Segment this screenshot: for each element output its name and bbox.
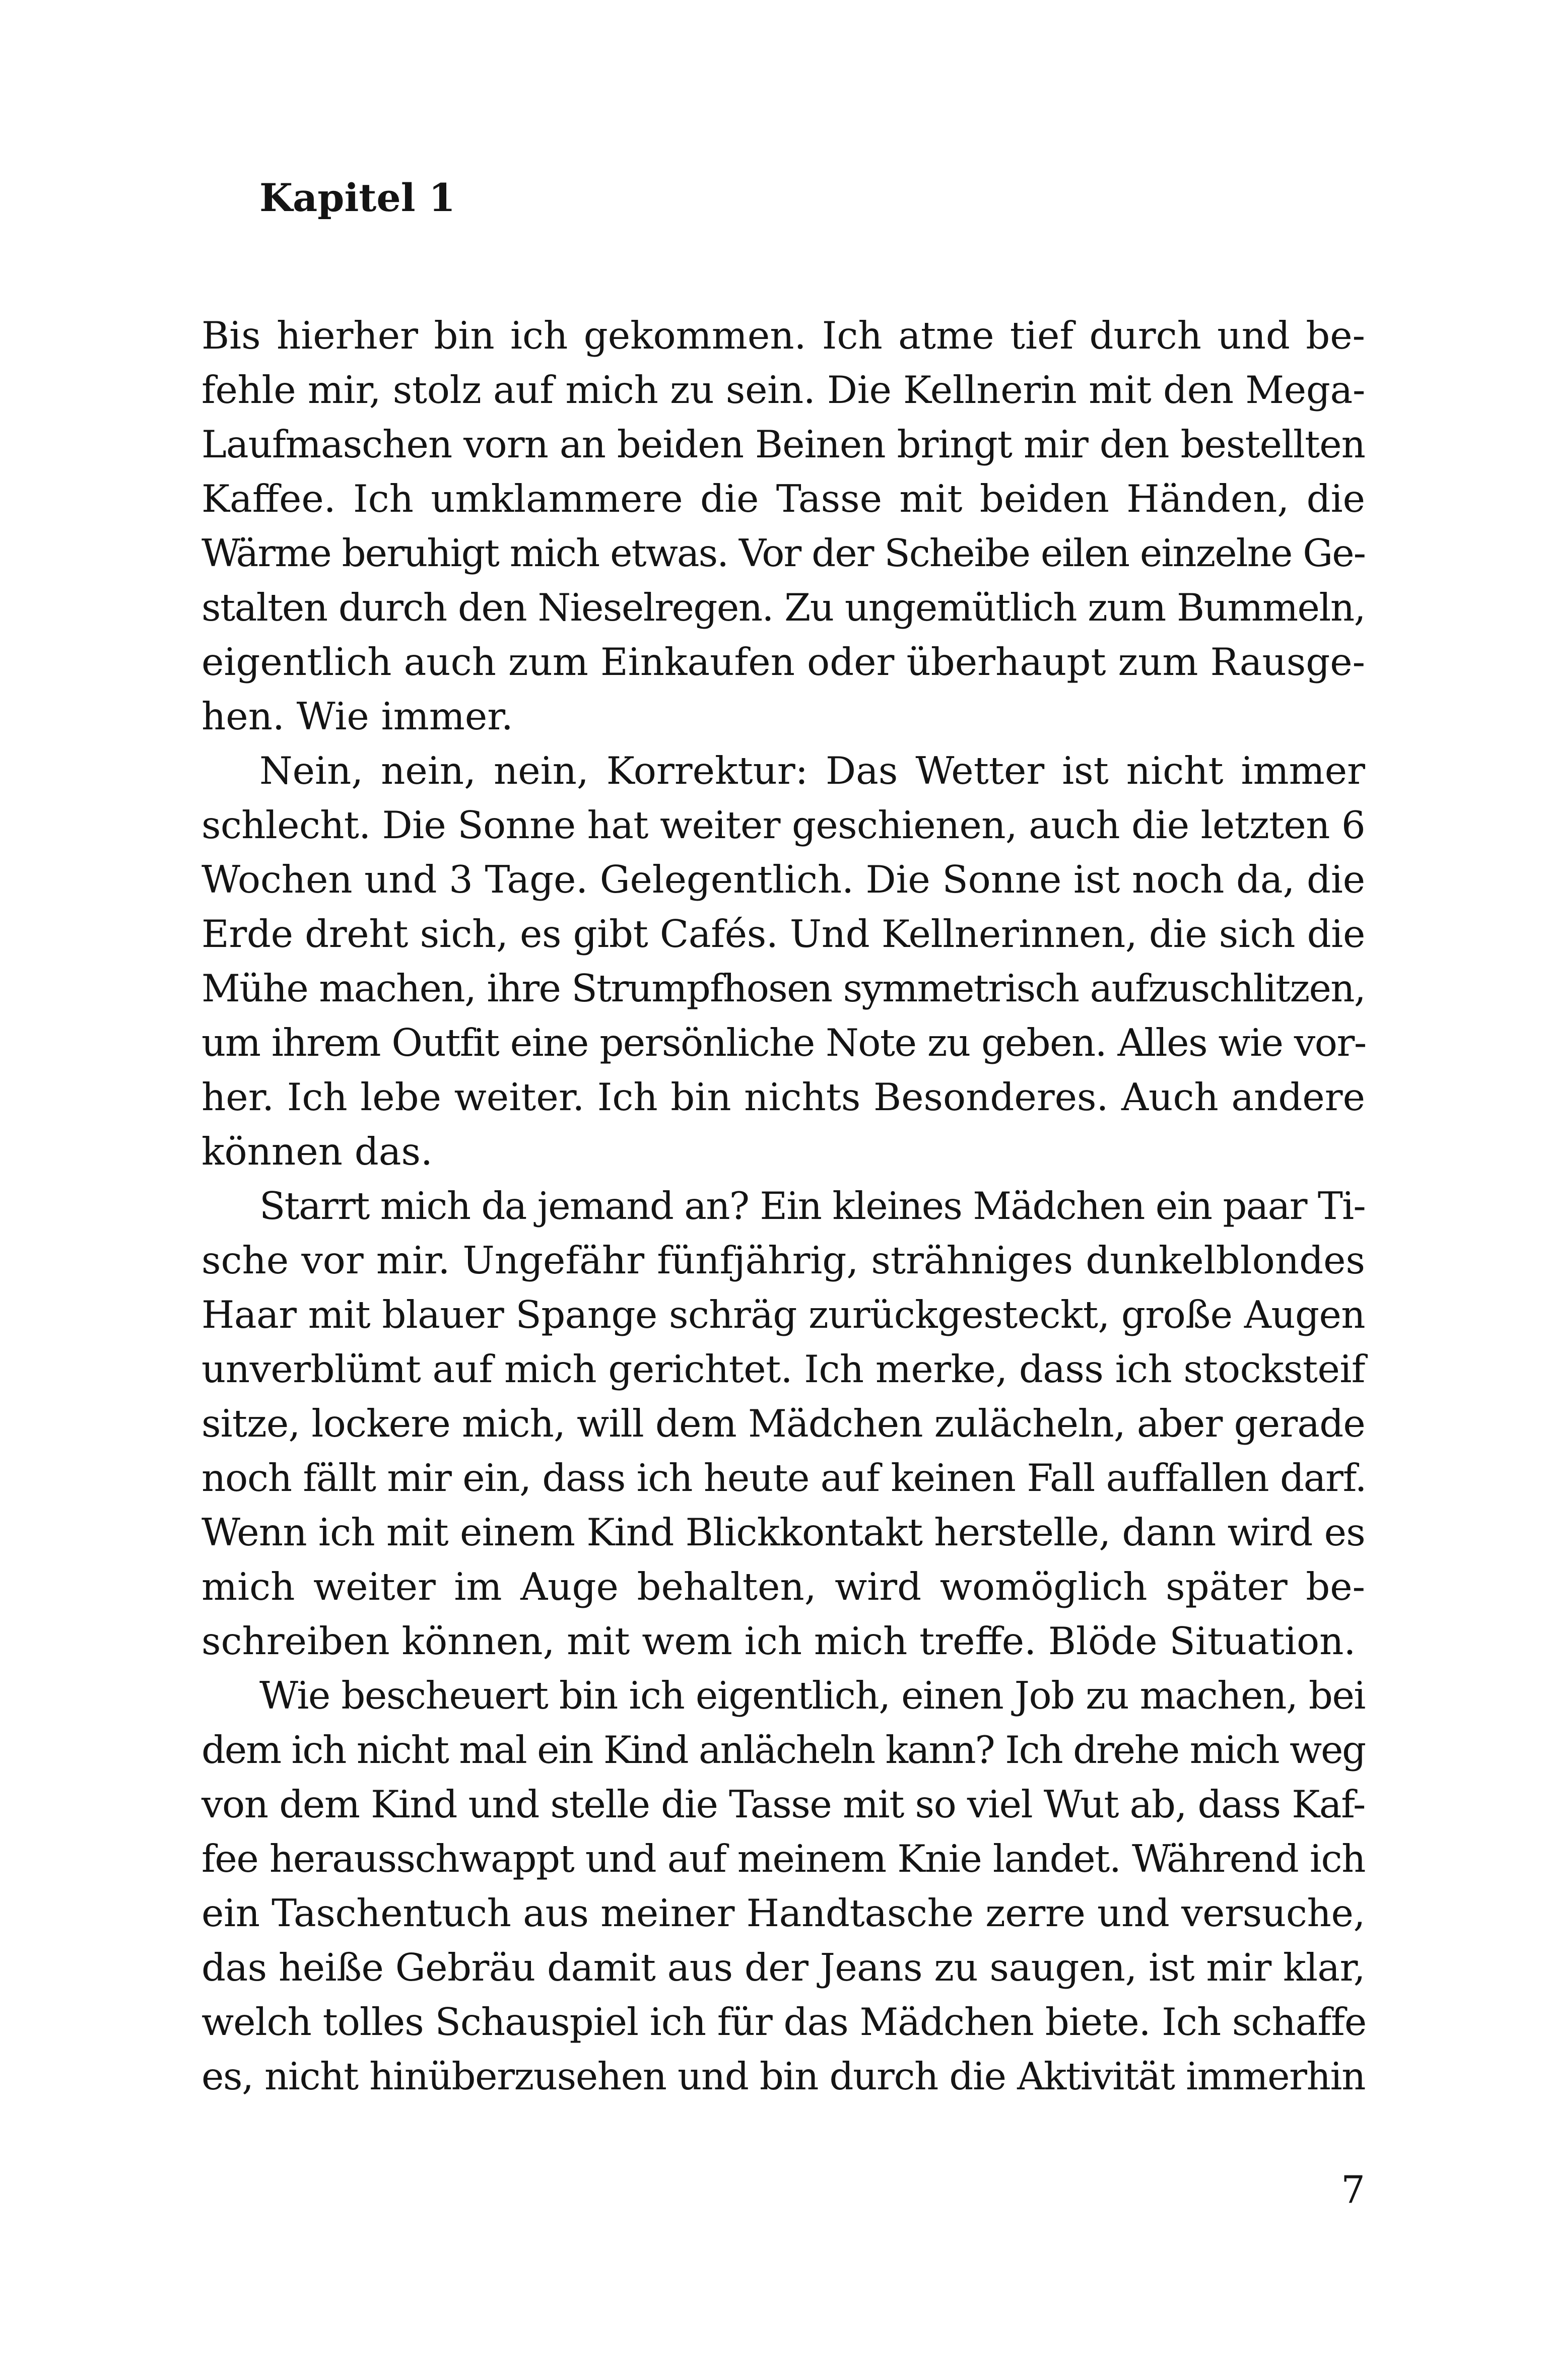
text-line: Haar mit blauer Spange schräg zurückgesteckt, große Augen: [201, 1293, 1365, 1337]
text-line: Starrt mich da jemand an? Ein kleines Mädchen ein paar Ti-: [259, 1184, 1365, 1228]
text-line: sitze, lockere mich, will dem Mädchen zulächeln, aber gerade: [201, 1401, 1365, 1446]
text-line: unverblümt auf mich gerichtet. Ich merke, dass ich stocksteif: [201, 1347, 1365, 1391]
page-number: 7: [1341, 2167, 1365, 2212]
text-line: es, nicht hinüberzusehen und bin durch die Aktivität immerhin: [201, 2054, 1365, 2098]
text-line: her. Ich lebe weiter. Ich bin nichts Besonderes. Auch andere: [201, 1075, 1365, 1119]
text-line: Wärme beruhigt mich etwas. Vor der Scheibe eilen einzelne Ge-: [201, 531, 1365, 575]
text-line: mich weiter im Auge behalten, wird womöglich später be-: [201, 1565, 1365, 1609]
text-line: hen. Wie immer.: [201, 694, 513, 738]
text-line: von dem Kind und stelle die Tasse mit so viel Wut ab, dass Kaf-: [201, 1782, 1365, 1826]
text-line: schreiben können, mit wem ich mich treffe. Blöde Situation.: [201, 1619, 1356, 1663]
text-line: schlecht. Die Sonne hat weiter geschienen, auch die letzten 6: [201, 803, 1365, 847]
text-line: können das.: [201, 1129, 433, 1174]
text-line: ein Taschentuch aus meiner Handtasche zerre und versuche,: [201, 1891, 1365, 1935]
text-line: Erde dreht sich, es gibt Cafés. Und Kellnerinnen, die sich die: [201, 912, 1365, 956]
chapter-title: Kapitel 1: [259, 175, 455, 220]
text-line: sche vor mir. Ungefähr fünfjährig, strähniges dunkelblondes: [201, 1238, 1365, 1282]
text-line: das heiße Gebräu damit aus der Jeans zu saugen, ist mir klar,: [201, 1945, 1365, 1990]
text-line: stalten durch den Nieselregen. Zu ungemütlich zum Bummeln,: [201, 585, 1365, 630]
text-line: Wie bescheuert bin ich eigentlich, einen Job zu machen, bei: [259, 1673, 1365, 1718]
text-line: noch fällt mir ein, dass ich heute auf keinen Fall auffallen darf.: [201, 1456, 1367, 1500]
text-line: welch tolles Schauspiel ich für das Mädchen biete. Ich schaffe: [201, 2000, 1367, 2044]
text-line: Nein, nein, nein, Korrektur: Das Wetter ist nicht immer: [259, 749, 1365, 793]
text-line: Bis hierher bin ich gekommen. Ich atme tief durch und be-: [201, 313, 1365, 358]
text-line: fehle mir, stolz auf mich zu sein. Die Kellnerin mit den Mega-: [201, 368, 1365, 412]
text-line: Mühe machen, ihre Strumpfhosen symmetrisch aufzuschlitzen,: [201, 966, 1365, 1010]
chapter-body: [201, 308, 1365, 2103]
text-line: dem ich nicht mal ein Kind anlächeln kann? Ich drehe mich weg: [201, 1728, 1365, 1772]
text-line: Kaffee. Ich umklammere die Tasse mit beiden Händen, die: [201, 477, 1365, 521]
text-line: fee herausschwappt und auf meinem Knie landet. Während ich: [201, 1837, 1365, 1881]
text-line: eigentlich auch zum Einkaufen oder überhaupt zum Rausge-: [201, 640, 1365, 684]
text-line: um ihrem Outfit eine persönliche Note zu geben. Alles wie vor-: [201, 1021, 1366, 1065]
text-line: Laufmaschen vorn an beiden Beinen bringt mir den bestellten: [201, 422, 1365, 466]
text-line: Wenn ich mit einem Kind Blickkontakt herstelle, dann wird es: [201, 1510, 1365, 1554]
text-line: Wochen und 3 Tage. Gelegentlich. Die Sonne ist noch da, die: [201, 857, 1365, 902]
